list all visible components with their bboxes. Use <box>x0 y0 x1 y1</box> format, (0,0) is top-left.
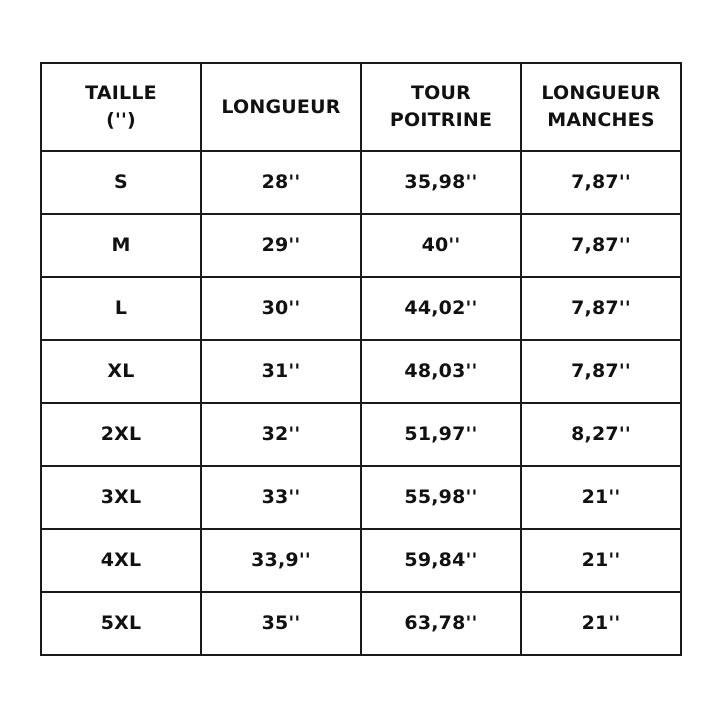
cell-size: 2XL <box>41 403 201 466</box>
cell-size: 3XL <box>41 466 201 529</box>
cell-size: L <box>41 277 201 340</box>
cell-longueur: 33'' <box>201 466 361 529</box>
header-longueur: LONGUEUR <box>201 63 361 151</box>
table-row <box>41 403 681 466</box>
table-row <box>41 277 681 340</box>
cell-longueur-manches: 7,87'' <box>521 340 681 403</box>
header-row <box>41 63 681 151</box>
cell-size: M <box>41 214 201 277</box>
cell-longueur-manches: 21'' <box>521 529 681 592</box>
cell-longueur: 35'' <box>201 592 361 655</box>
cell-size: S <box>41 151 201 214</box>
cell-longueur: 28'' <box>201 151 361 214</box>
cell-longueur: 33,9'' <box>201 529 361 592</box>
size-table-header <box>41 63 681 151</box>
header-taille: TAILLE ('') <box>41 63 201 151</box>
cell-tour-poitrine: 51,97'' <box>361 403 521 466</box>
cell-tour-poitrine: 40'' <box>361 214 521 277</box>
table-row <box>41 340 681 403</box>
cell-longueur-manches: 7,87'' <box>521 151 681 214</box>
cell-size: XL <box>41 340 201 403</box>
table-row <box>41 214 681 277</box>
cell-tour-poitrine: 35,98'' <box>361 151 521 214</box>
cell-longueur: 30'' <box>201 277 361 340</box>
cell-longueur-manches: 7,87'' <box>521 277 681 340</box>
table-row <box>41 151 681 214</box>
cell-longueur-manches: 21'' <box>521 466 681 529</box>
cell-tour-poitrine: 59,84'' <box>361 529 521 592</box>
cell-tour-poitrine: 48,03'' <box>361 340 521 403</box>
cell-tour-poitrine: 63,78'' <box>361 592 521 655</box>
cell-size: 4XL <box>41 529 201 592</box>
cell-longueur: 31'' <box>201 340 361 403</box>
cell-longueur: 29'' <box>201 214 361 277</box>
header-longueur-manches: LONGUEUR MANCHES <box>521 63 681 151</box>
size-table-body <box>41 151 681 655</box>
table-row <box>41 466 681 529</box>
size-table <box>40 62 682 656</box>
table-row <box>41 592 681 655</box>
cell-size: 5XL <box>41 592 201 655</box>
cell-tour-poitrine: 55,98'' <box>361 466 521 529</box>
table-row <box>41 529 681 592</box>
cell-tour-poitrine: 44,02'' <box>361 277 521 340</box>
cell-longueur-manches: 8,27'' <box>521 403 681 466</box>
cell-longueur-manches: 7,87'' <box>521 214 681 277</box>
cell-longueur-manches: 21'' <box>521 592 681 655</box>
cell-longueur: 32'' <box>201 403 361 466</box>
header-tour-poitrine: TOUR POITRINE <box>361 63 521 151</box>
